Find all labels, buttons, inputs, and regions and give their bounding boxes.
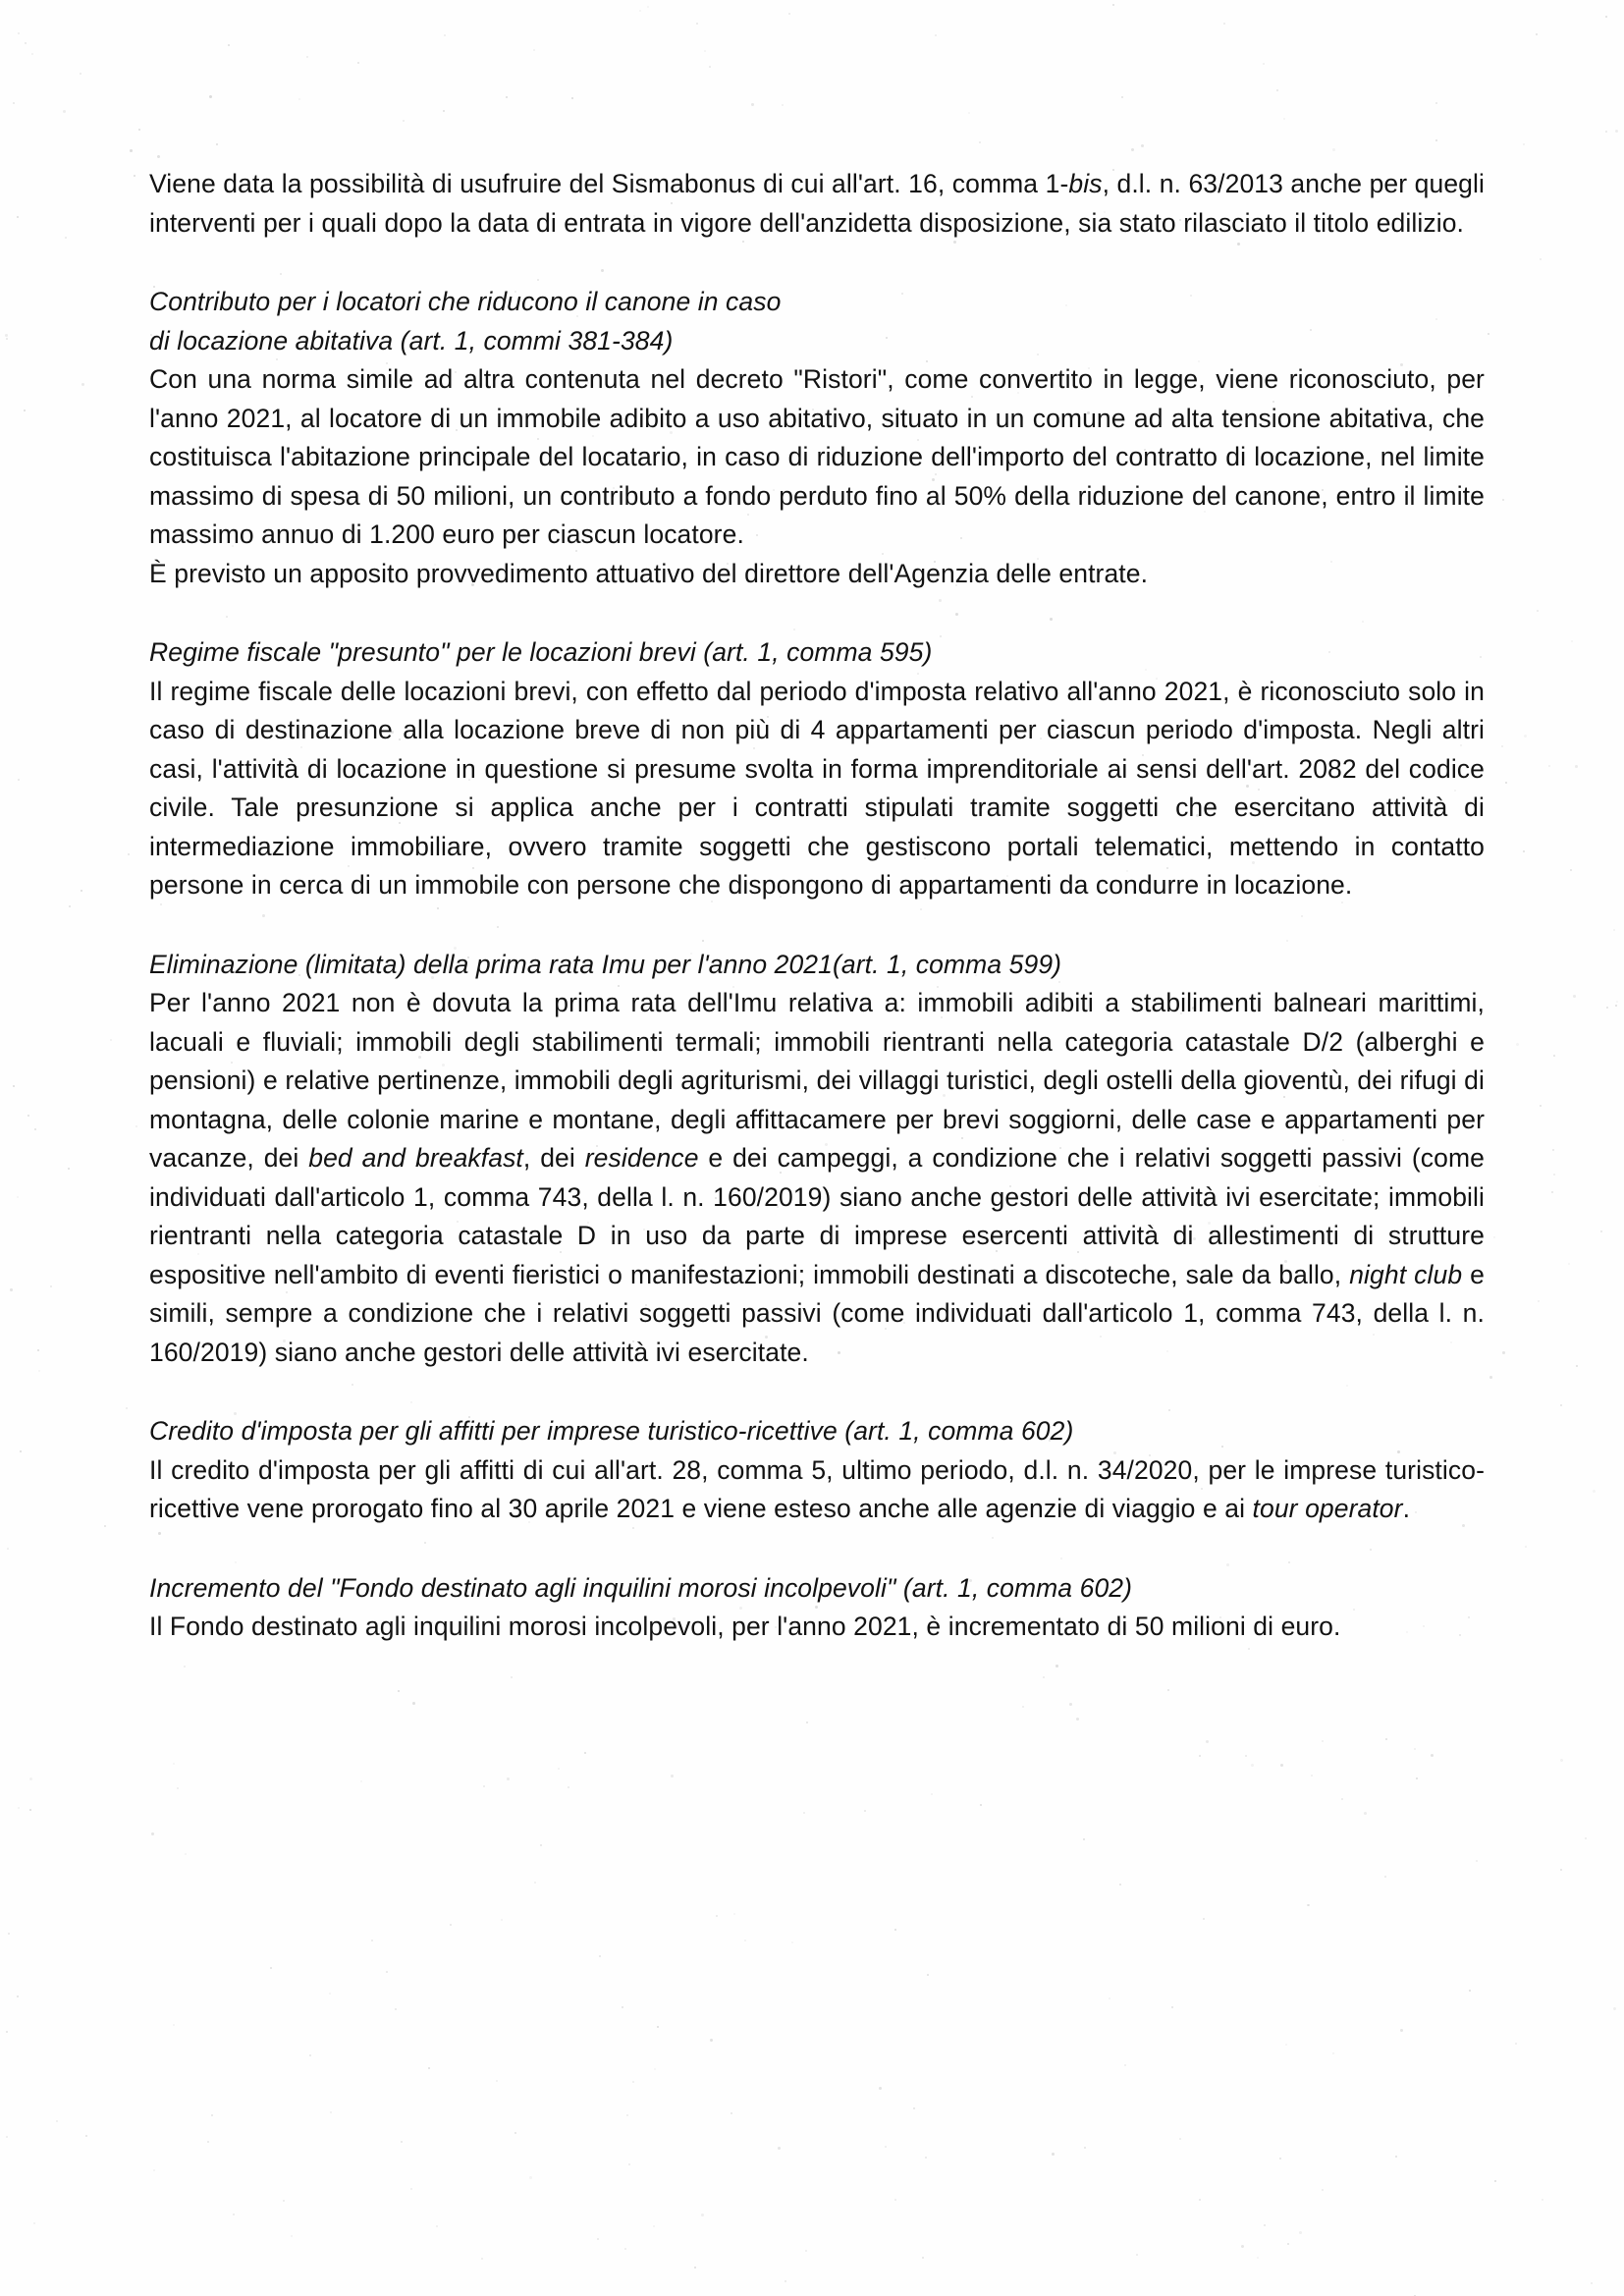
paragraph-contributo-locatori: Con una norma simile ad altra contenuta nel decreto "Ristori", come convertito in legge, viene riconosciuto, per l'anno 2021, al locatore di un immobile adibito a uso abitativo, situato in un comune ad alta tensione abitativa, che costituisca l'abitazione principale del locatario, in caso di riduzione dell'importo del contratto di locazione, nel limite massimo di spesa di 50 milioni, un contributo a fondo perduto fino al 50% della riduzione del canone, entro il limite massimo annuo di 1.200 euro per ciascun locatore. [149, 364, 1485, 549]
text-run: Per l'anno 2021 non è dovuta la prima rata dell'Imu relativa a: immobili adibiti a stabilimenti balneari marittimi, lacuali e fluviali; immobili degli stabilimenti termali; immobili rientranti nella categoria catastale D/2 (alberghi e pensioni) e relative pertinenze, immobili degli agriturismi, dei villaggi turistici, degli ostelli della gioventù, dei rifugi di montagna, delle colonie marine e montane, degli affittacamere per brevi soggiorni, delle case e appartamenti per vacanze, dei [149, 988, 1485, 1173]
paragraph-eliminazione-imu [149, 984, 1485, 1372]
text-run: . [1402, 1494, 1411, 1523]
heading-credito-imposta: Credito d'imposta per gli affitti per imprese turistico-ricettive (art. 1, comma 602) [149, 1416, 1074, 1446]
paragraph-regime-fiscale: Il regime fiscale delle locazioni brevi, con effetto dal periodo d'imposta relativo all'anno 2021, è riconosciuto solo in caso di destinazione alla locazione breve di non più di 4 appartamenti per ciascun periodo d'imposta. Negli altri casi, l'attività di locazione in questione si presume svolta in forma imprenditoriale ai sensi dell'art. 2082 del codice civile. Tale presunzione si applica anche per i contratti stipulati tramite soggetti che esercitano attività di intermediazione immobiliare, ovvero tramite soggetti che gestiscono portali telematici, mettendo in contatto persone in cerca di un immobile con persone che dispongono di appartamenti da condurre in locazione. [149, 676, 1485, 900]
heading-contributo-locatori-line1: Contributo per i locatori che riducono il canone in caso [149, 287, 782, 316]
spacer [149, 1372, 1485, 1412]
italic-run-bis: bis [1068, 169, 1103, 198]
paragraph-incremento-fondo: Il Fondo destinato agli inquilini morosi incolpevoli, per l'anno 2021, è incrementato di 50 milioni di euro. [149, 1612, 1341, 1641]
italic-run-night-club: night club [1349, 1259, 1463, 1289]
italic-run-bed-and-breakfast: bed and breakfast [308, 1143, 523, 1173]
heading-contributo-locatori-line2: di locazione abitativa (art. 1, commi 381-384) [149, 325, 674, 355]
heading-eliminazione-imu: Eliminazione (limitata) della prima rata Imu per l'anno 2021(art. 1, comma 599) [149, 949, 1062, 979]
text-run: , d.l. n. 63/2013 anche per quegli interventi per i quali dopo la data di entrata in vigore dell'anzidetta disposizione, sia stato rilasciato il titolo edilizio. [149, 169, 1485, 238]
italic-run-residence: residence [584, 1143, 699, 1173]
document-body [149, 165, 1485, 1647]
spacer [149, 905, 1485, 946]
spacer [149, 1529, 1485, 1569]
spacer [149, 593, 1485, 633]
paragraph-provvedimento-attuativo: È previsto un apposito provvedimento attuativo del direttore dell'Agenzia delle entrate. [149, 558, 1149, 588]
paragraph-credito-imposta [149, 1451, 1485, 1529]
text-run: Viene data la possibilità di usufruire del Sismabonus di cui all'art. 16, comma 1- [149, 169, 1069, 198]
italic-run-tour-operator: tour operator [1252, 1494, 1403, 1523]
spacer [149, 243, 1485, 283]
text-run: , dei [522, 1143, 585, 1173]
paragraph-intro-sismabonus [149, 165, 1485, 243]
heading-incremento-fondo: Incremento del "Fondo destinato agli inquilini morosi incolpevoli" (art. 1, comma 602) [149, 1572, 1133, 1603]
text-run: Il credito d'imposta per gli affitti di cui all'art. 28, comma 5, ultimo periodo, d.l. n. 34/2020, per le imprese turistico-ricettive vene prorogato fino al 30 aprile 2021 e viene esteso anche alle agenzie di viaggio e ai [149, 1454, 1485, 1523]
heading-regime-fiscale: Regime fiscale "presunto" per le locazioni brevi (art. 1, comma 595) [149, 637, 933, 667]
text-run: e dei campeggi, a condizione che i relativi soggetti passivi (come individuati dall'articolo 1, comma 743, della l. n. 160/2019) siano anche gestori delle attività ivi esercitate; immobili rientranti nella categoria catastale D in uso da parte di imprese esercenti attività di allestimenti di strutture espositive nell'ambito di eventi fieristici o manifestazioni; immobili destinati a discoteche, sale da ballo, [149, 1143, 1485, 1289]
text-run: e simili, sempre a condizione che i relativi soggetti passivi (come individuati dall'articolo 1, comma 743, della l. n. 160/2019) siano anche gestori delle attività ivi esercitate. [149, 1259, 1485, 1367]
